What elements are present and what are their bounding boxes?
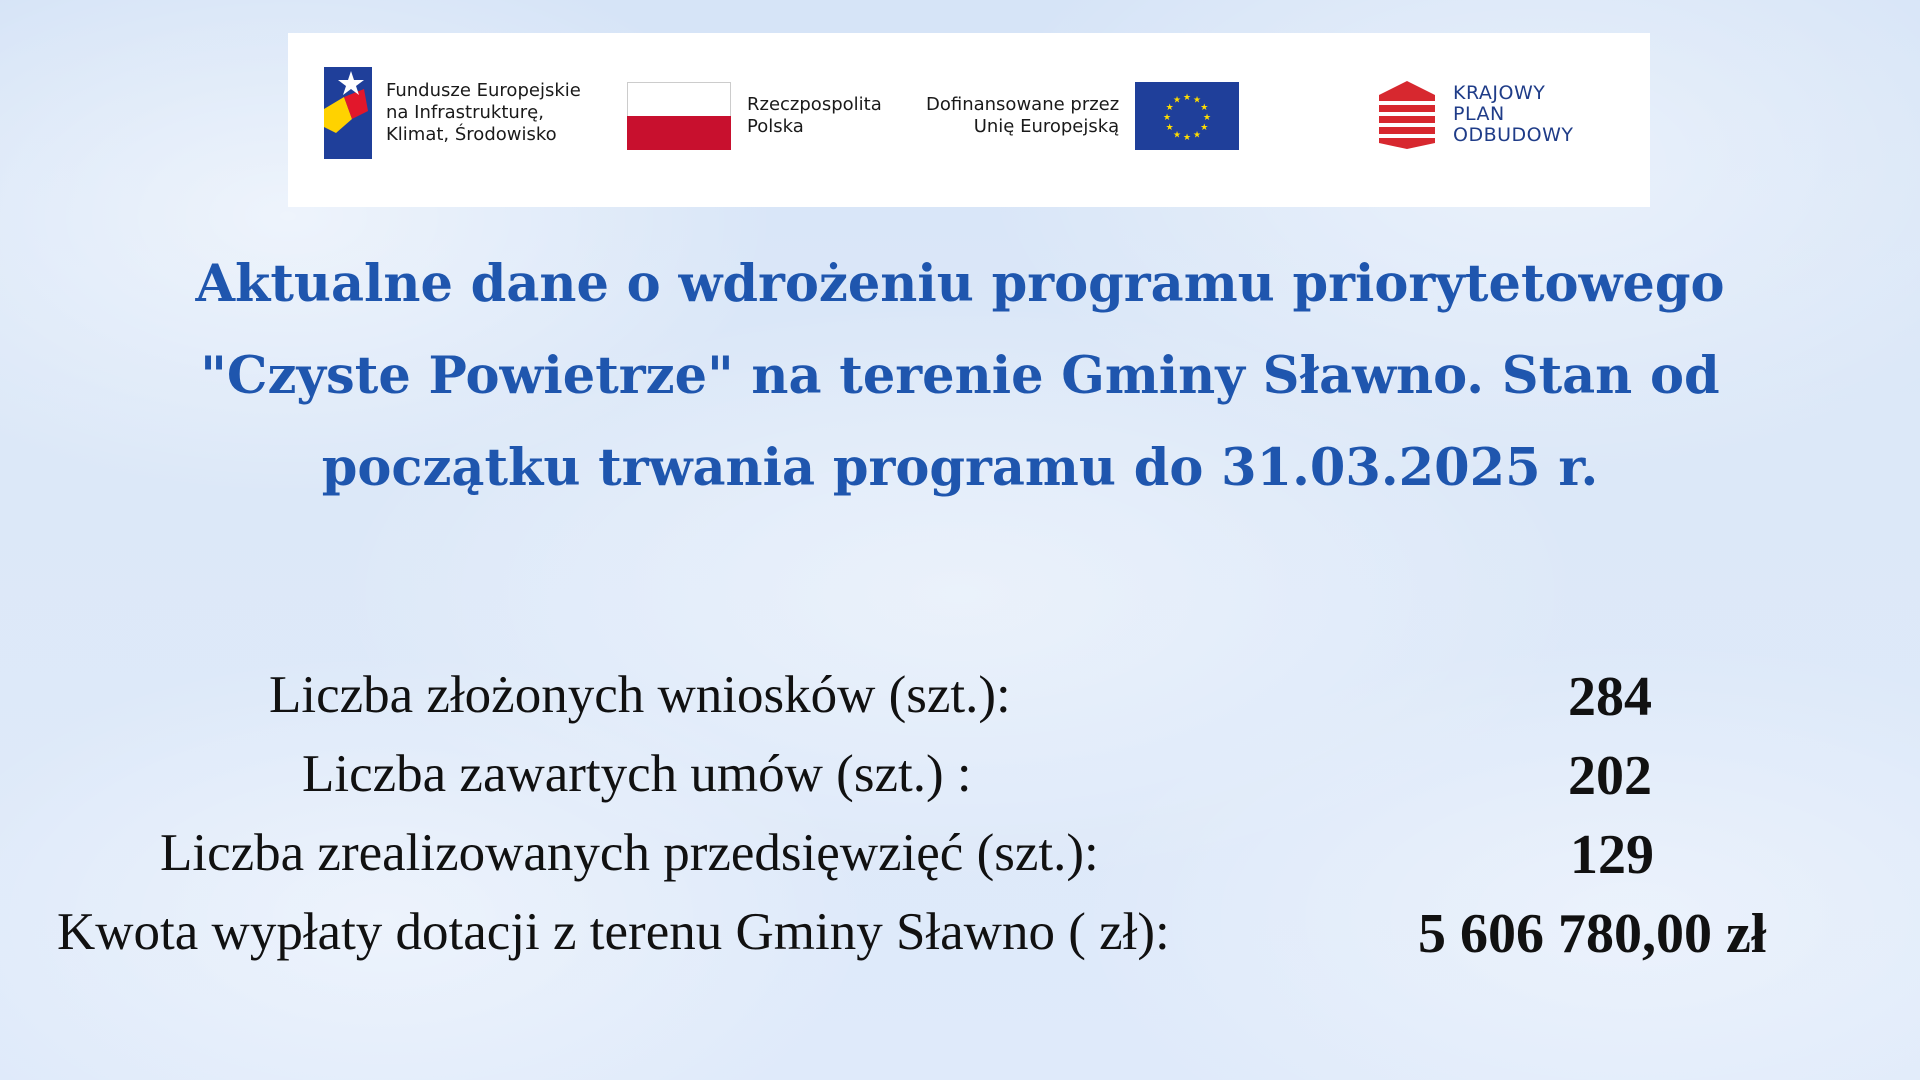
stat-value: 129 xyxy=(1570,824,1654,886)
svg-text:★: ★ xyxy=(1193,95,1202,106)
fundusze-europejskie-text: Fundusze Europejskie na Infrastrukturę, Klimat, Środowisko xyxy=(386,80,581,145)
svg-text:★: ★ xyxy=(1165,123,1174,133)
krajowy-plan-odbudowy-logo xyxy=(1375,79,1574,149)
svg-text:★: ★ xyxy=(1183,133,1192,143)
svg-text:★: ★ xyxy=(1200,123,1209,133)
stat-value: 5 606 780,00 zł xyxy=(1418,903,1767,965)
stat-row-contracts xyxy=(0,744,1920,814)
kpo-text: KRAJOWY PLAN ODBUDOWY xyxy=(1453,81,1574,146)
svg-text:★: ★ xyxy=(1163,113,1172,123)
svg-text:★: ★ xyxy=(1203,113,1212,123)
stat-label: Liczba zawartych umów (szt.) : xyxy=(302,745,972,803)
title-line-2: "Czyste Powietrze" na terenie Gminy Sławno. Stan od xyxy=(200,346,1720,406)
stat-label: Kwota wypłaty dotacji z terenu Gminy Sławno ( zł): xyxy=(57,903,1170,961)
svg-text:★: ★ xyxy=(1193,130,1202,141)
unia-europejska-logo xyxy=(926,82,1239,150)
logo-bar xyxy=(288,33,1650,207)
svg-text:★: ★ xyxy=(1173,130,1182,141)
svg-text:★: ★ xyxy=(1200,103,1209,113)
page-title xyxy=(160,238,1760,514)
stat-label: Liczba zrealizowanych przedsięwzięć (szt.): xyxy=(160,824,1099,882)
svg-text:★: ★ xyxy=(1165,103,1174,113)
kpo-icon xyxy=(1375,79,1439,149)
rzeczpospolita-polska-text: Rzeczpospolita Polska xyxy=(747,94,882,137)
title-line-1: Aktualne dane o wdrożeniu programu priorytetowego xyxy=(195,254,1725,314)
stat-value: 202 xyxy=(1568,745,1652,807)
stat-label: Liczba złożonych wniosków (szt.): xyxy=(269,666,1011,724)
svg-text:★: ★ xyxy=(1173,95,1182,106)
stat-row-applications xyxy=(0,665,1920,735)
eu-flag-icon xyxy=(1135,82,1239,150)
fundusze-europejskie-icon xyxy=(324,67,372,159)
title-line-3: początku trwania programu do 31.03.2025 r. xyxy=(321,438,1599,498)
stat-row-completed xyxy=(0,823,1920,893)
svg-text:★: ★ xyxy=(1183,93,1192,103)
stat-value: 284 xyxy=(1568,666,1652,728)
unia-europejska-text: Dofinansowane przez Unię Europejską xyxy=(926,94,1120,137)
polish-flag-icon xyxy=(627,82,731,150)
stat-row-payout xyxy=(0,902,1920,972)
rzeczpospolita-polska-logo xyxy=(627,82,882,150)
fundusze-europejskie-logo xyxy=(324,67,581,159)
